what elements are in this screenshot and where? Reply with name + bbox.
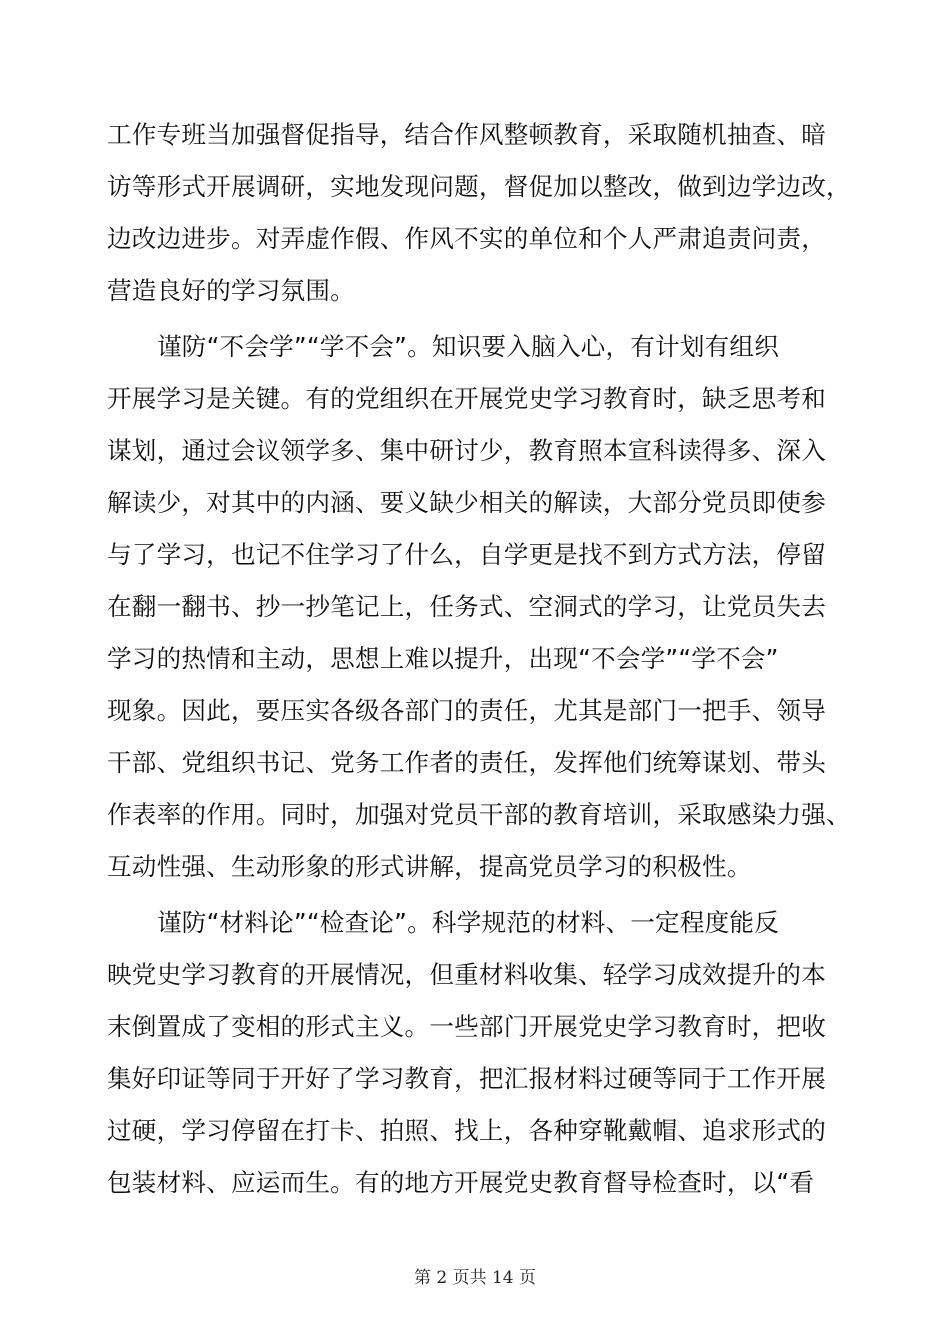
body-text-line: 包装材料、应运而生。有的地方开展党史教育督导检查时，以“看 bbox=[107, 1168, 815, 1197]
body-text-line: 访等形式开展调研，实地发现问题，督促加以整改，做到边学边改， bbox=[107, 172, 851, 201]
body-text-line: 营造良好的学习氛围。 bbox=[107, 276, 355, 305]
body-text-line: 现象。因此，要压实各级各部门的责任，尤其是部门一把手、领导 bbox=[107, 696, 827, 725]
body-text-line: 工作专班当加强督促指导，结合作风整顿教育，采取随机抽查、暗 bbox=[107, 120, 827, 149]
body-text-line: 边改边进步。对弄虚作假、作风不实的单位和个人严肃追责问责， bbox=[107, 224, 827, 253]
body-text-line: 谋划，通过会议领学多、集中研讨少，教育照本宣科读得多、深入 bbox=[107, 436, 827, 465]
body-text-line: 解读少，对其中的内涵、要义缺少相关的解读，大部分党员即使参 bbox=[107, 488, 827, 517]
body-text-line: 与了学习，也记不住学习了什么，自学更是找不到方式方法，停留 bbox=[107, 540, 827, 569]
body-text-line: 末倒置成了变相的形式主义。一些部门开展党史学习教育时，把收 bbox=[107, 1012, 827, 1041]
body-text-line: 互动性强、生动形象的形式讲解，提高党员学习的积极性。 bbox=[107, 852, 752, 881]
body-text-line: 过硬，学习停留在打卡、拍照、找上，各种穿靴戴帽、追求形式的 bbox=[107, 1116, 827, 1145]
body-text-line: 干部、党组织书记、党务工作者的责任，发挥他们统筹谋划、带头 bbox=[107, 748, 827, 777]
paragraph-heading-line: 谨防“材料论”“检查论”。科学规范的材料、一定程度能反 bbox=[157, 908, 780, 937]
body-text-line: 集好印证等同于开好了学习教育，把汇报材料过硬等同于工作开展 bbox=[107, 1064, 827, 1093]
body-text-line: 开展学习是关键。有的党组织在开展党史学习教育时，缺乏思考和 bbox=[107, 384, 827, 413]
body-text-line: 作表率的作用。同时，加强对党员干部的教育培训，采取感染力强、 bbox=[107, 800, 851, 829]
body-text-line: 在翻一翻书、抄一抄笔记上，任务式、空洞式的学习，让党员失去 bbox=[107, 592, 827, 621]
body-text-line: 学习的热情和主动，思想上难以提升，出现“不会学”“学不会” bbox=[107, 644, 779, 673]
page-number-footer: 第 2 页共 14 页 bbox=[413, 1268, 537, 1288]
paragraph-heading-line: 谨防“不会学”“学不会”。知识要入脑入心，有计划有组织 bbox=[157, 332, 780, 361]
body-text-line: 映党史学习教育的开展情况，但重材料收集、轻学习成效提升的本 bbox=[107, 960, 827, 989]
